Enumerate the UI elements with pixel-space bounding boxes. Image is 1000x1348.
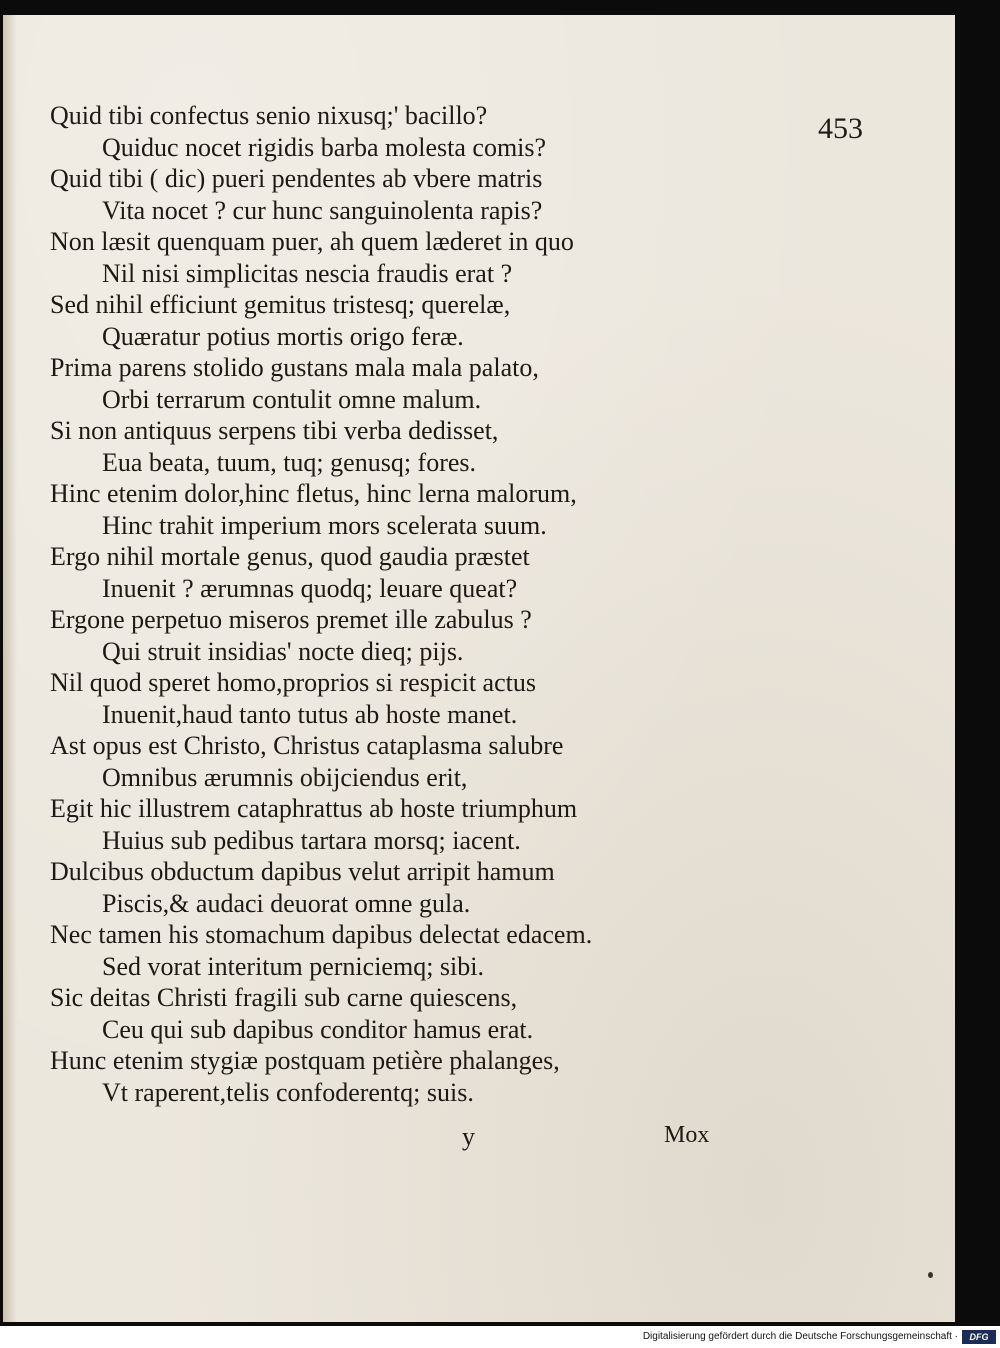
poem-line: Quid tibi ( dic) pueri pendentes ab vbere matris bbox=[50, 164, 543, 193]
poem-line: Quæratur potius mortis origo feræ. bbox=[102, 321, 464, 351]
poem-line: Hinc trahit imperium mors scelerata suum. bbox=[102, 510, 547, 540]
poem-line: Nil quod speret homo,proprios si respicit actus bbox=[50, 668, 536, 697]
poem-line: Omnibus ærumnis obijciendus erit, bbox=[102, 762, 468, 792]
poem-line: Qui struit insidias' nocte dieq; pijs. bbox=[102, 636, 464, 666]
poem-line: Quiduc nocet rigidis barba molesta comis? bbox=[102, 132, 547, 162]
poem-line: Nec tamen his stomachum dapibus delectat edacem. bbox=[50, 920, 593, 949]
poem-line: Vt raperent,telis confoderentq; suis. bbox=[102, 1077, 474, 1107]
poem-line: Prima parens stolido gustans mala mala palato, bbox=[50, 353, 539, 382]
poem-line: Inuenit ? ærumnas quodq; leuare queat? bbox=[102, 573, 518, 603]
poem-line: Egit hic illustrem cataphrattus ab hoste triumphum bbox=[50, 794, 578, 823]
poem-line: Dulcibus obductum dapibus velut arripit hamum bbox=[50, 857, 555, 886]
poem-line: Ergo nihil mortale genus, quod gaudia præstet bbox=[50, 542, 530, 571]
digitization-credit: Digitalisierung gefördert durch die Deutsche Forschungsgemeinschaft · bbox=[642, 1331, 958, 1342]
poem-line: Eua beata, tuum, tuq; genusq; fores. bbox=[102, 447, 477, 477]
page-edge-shadow bbox=[3, 15, 17, 1322]
poem-line: Piscis,& audaci deuorat omne gula. bbox=[102, 888, 471, 918]
poem-line: Hinc etenim dolor,hinc fletus, hinc lerna malorum, bbox=[50, 479, 577, 508]
catchword: Mox bbox=[664, 1122, 710, 1148]
poem-line: Ceu qui sub dapibus conditor hamus erat. bbox=[102, 1014, 534, 1044]
poem-line: Nil nisi simplicitas nescia fraudis erat ? bbox=[102, 258, 513, 288]
poem-line: Sic deitas Christi fragili sub carne quiescens, bbox=[50, 983, 518, 1012]
poem-line: Sed nihil efficiunt gemitus tristesq; querelæ, bbox=[50, 290, 511, 319]
poem-line: Orbi terrarum contulit omne malum. bbox=[102, 384, 482, 414]
ink-speck bbox=[928, 1272, 933, 1278]
poem-text-block bbox=[50, 100, 750, 1108]
poem-line: Quid tibi confectus senio nixusq;' bacillo? bbox=[50, 101, 488, 130]
poem-line: Ergone perpetuo miseros premet ille zabulus ? bbox=[50, 605, 532, 634]
page-number: 453 bbox=[818, 112, 863, 145]
poem-line: Non læsit quenquam puer, ah quem læderet in quo bbox=[50, 227, 574, 256]
poem-line: Si non antiquus serpens tibi verba dedisset, bbox=[50, 416, 499, 445]
dfg-logo: DFG bbox=[962, 1330, 996, 1344]
poem-line: Vita nocet ? cur hunc sanguinolenta rapis? bbox=[102, 195, 543, 225]
poem-line: Inuenit,haud tanto tutus ab hoste manet. bbox=[102, 699, 518, 729]
poem-line: Ast opus est Christo, Christus cataplasma salubre bbox=[50, 731, 564, 760]
poem-line: Hunc etenim stygiæ postquam petière phalanges, bbox=[50, 1046, 560, 1075]
signature-mark: y bbox=[462, 1122, 475, 1151]
poem-line: Huius sub pedibus tartara morsq; iacent. bbox=[102, 825, 521, 855]
poem-line: Sed vorat interitum perniciemq; sibi. bbox=[102, 951, 484, 981]
